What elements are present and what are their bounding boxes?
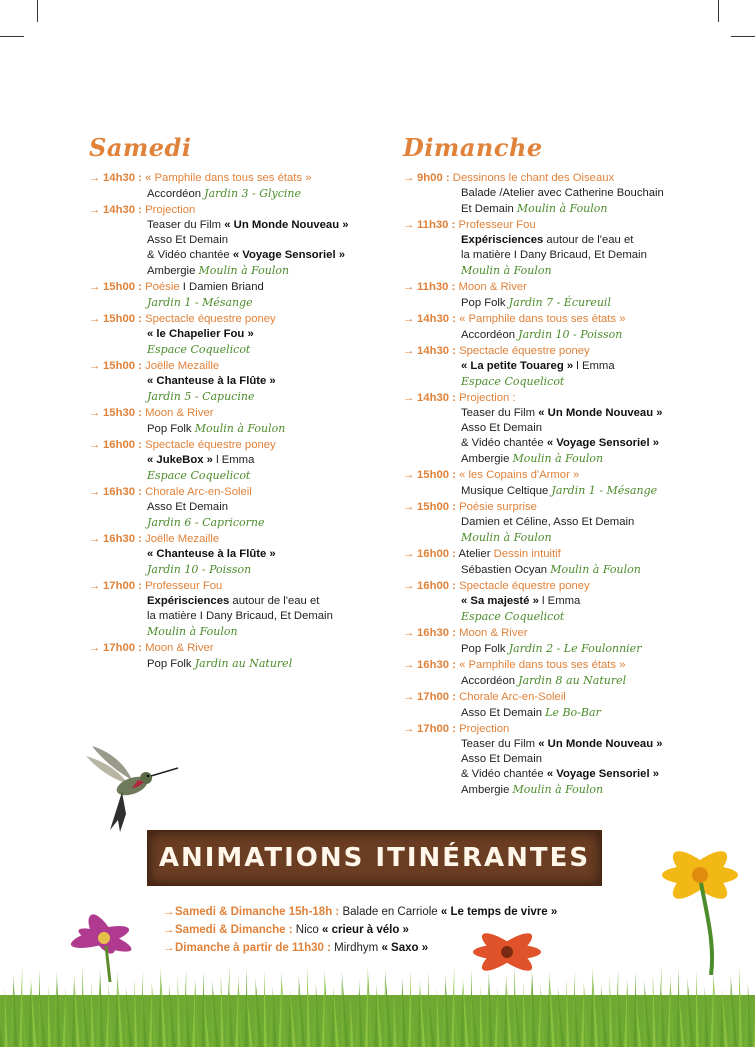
entry-detail-line xyxy=(89,233,389,248)
entry-text: Asso Et Demain xyxy=(461,707,546,719)
entry-detail-line xyxy=(89,656,389,672)
schedule-entry xyxy=(89,359,389,405)
entry-text: Pop Folk xyxy=(461,643,509,655)
entry-header xyxy=(403,500,733,515)
schedule-entry xyxy=(403,391,733,467)
entry-detail-line xyxy=(403,327,733,343)
animation-text: Nico xyxy=(292,924,322,936)
arrow-icon: → xyxy=(89,281,101,293)
schedule-entry xyxy=(89,280,389,311)
entry-time: 16h30 : xyxy=(103,486,142,498)
hummingbird-illustration xyxy=(82,742,186,838)
dimanche-title: Dimanche xyxy=(403,133,543,162)
entry-time: 14h30 : xyxy=(417,345,456,357)
entry-header xyxy=(403,171,733,186)
entry-title: Moon & River xyxy=(455,627,528,639)
entry-detail-line xyxy=(403,359,733,374)
entry-location: Moulin à Foulon xyxy=(461,531,552,544)
entry-header xyxy=(403,344,733,359)
entry-title: Moon & River xyxy=(455,281,527,293)
entry-highlight: « Un Monde Nouveau » xyxy=(224,219,349,231)
entry-time: 9h00 : xyxy=(417,172,450,184)
arrow-icon: → xyxy=(403,345,415,357)
arrow-icon: → xyxy=(403,469,415,481)
schedule-entry xyxy=(89,532,389,578)
animation-title: « Saxo » xyxy=(381,942,429,954)
entry-detail-line xyxy=(403,186,733,201)
entry-title: Projection xyxy=(141,204,196,216)
animations-banner xyxy=(147,830,602,886)
entry-location: Jardin 10 - Poisson xyxy=(147,563,252,576)
schedule-entry xyxy=(403,658,733,689)
entry-location: Jardin 7 - Écureuil xyxy=(508,296,611,309)
entry-text: & Vidéo chantée xyxy=(147,249,233,261)
entry-text: Accordéon xyxy=(147,188,205,200)
entry-detail-line xyxy=(89,421,389,437)
arrow-icon: → xyxy=(403,172,415,184)
entry-header xyxy=(89,579,389,594)
entry-header xyxy=(89,641,389,656)
entry-title: Projection xyxy=(455,723,510,735)
entry-title: Moon & River xyxy=(141,407,214,419)
schedule-entry xyxy=(403,280,733,311)
entry-detail-line xyxy=(89,515,389,531)
entry-location: Jardin 1 - Mésange xyxy=(147,296,253,309)
samedi-column xyxy=(89,133,389,673)
schedule-entry xyxy=(403,579,733,625)
entry-detail-line xyxy=(89,624,389,640)
entry-text: Teaser du Film xyxy=(461,407,539,419)
entry-detail-line xyxy=(403,201,733,217)
schedule-entry xyxy=(403,171,733,217)
entry-location: Moulin à Foulon xyxy=(516,202,608,215)
crop-mark xyxy=(0,36,24,37)
entry-detail-line xyxy=(89,547,389,562)
schedule-entry xyxy=(89,438,389,484)
entry-header xyxy=(403,547,733,562)
schedule-entry xyxy=(403,312,733,343)
entry-text: Musique Celtique xyxy=(461,485,552,497)
animations-banner-title: ANIMATIONS ITINÉRANTES xyxy=(158,843,591,873)
entry-text: Ambergie xyxy=(147,265,199,277)
entry-text: Pop Folk xyxy=(147,658,195,670)
entry-highlight: « Voyage Sensoriel » xyxy=(232,249,346,261)
entry-title: Spectacle équestre poney xyxy=(455,345,590,357)
arrow-icon: → xyxy=(89,439,101,451)
entry-detail-line xyxy=(89,453,389,468)
arrow-icon: → xyxy=(89,313,101,325)
schedule-entry xyxy=(403,468,733,499)
entry-detail-line xyxy=(403,233,733,248)
entry-title: Joëlle Mezaille xyxy=(141,533,220,545)
entry-time: 17h00 : xyxy=(103,580,142,592)
entry-detail-line xyxy=(403,421,733,436)
entry-highlight: Expérisciences xyxy=(147,595,230,607)
entry-location: Jardin 2 - Le Foulonnier xyxy=(508,642,642,655)
entry-header xyxy=(403,218,733,233)
entry-location: Jardin 8 au Naturel xyxy=(518,674,627,687)
arrow-icon: → xyxy=(403,659,415,671)
entry-detail-line xyxy=(89,327,389,342)
entry-time: 17h00 : xyxy=(417,723,456,735)
entry-detail-line xyxy=(89,389,389,405)
samedi-title: Samedi xyxy=(89,133,192,162)
arrow-icon: → xyxy=(403,691,415,703)
entry-detail-line xyxy=(403,451,733,467)
entry-text: Pop Folk xyxy=(461,297,509,309)
entry-highlight: « le Chapelier Fou » xyxy=(147,328,254,340)
entry-time: 16h30 : xyxy=(103,533,142,545)
entry-title: Projection : xyxy=(455,392,516,404)
entry-text: Balade /Atelier avec Catherine Bouchain xyxy=(461,187,664,199)
entry-location: Moulin à Foulon xyxy=(147,625,238,638)
entry-location: Moulin à Foulon xyxy=(550,563,641,576)
schedule-entry xyxy=(403,722,733,798)
animation-item: →Samedi & Dimanche 15h-18h : Balade en Carriole « Le temps de vivre » xyxy=(163,906,558,918)
arrow-icon: → xyxy=(89,580,101,592)
entry-location: Moulin à Foulon xyxy=(198,264,290,277)
entry-detail-line xyxy=(403,436,733,451)
entry-text: Asso Et Demain xyxy=(147,234,228,246)
entry-time: 17h00 : xyxy=(417,691,456,703)
schedule-entry xyxy=(403,218,733,279)
entry-location: Espace Coquelicot xyxy=(461,375,565,388)
schedule-entry xyxy=(403,344,733,390)
arrow-icon: → xyxy=(89,172,101,184)
entry-title: « Pamphile dans tous ses états » xyxy=(455,659,626,671)
entry-time: 14h30 : xyxy=(103,172,142,184)
entry-title: Spectacle équestre poney xyxy=(455,580,590,592)
entry-header xyxy=(89,280,389,295)
entry-header xyxy=(403,391,733,406)
entry-title: Professeur Fou xyxy=(141,580,223,592)
entry-detail-line xyxy=(89,500,389,515)
entry-text: Teaser du Film xyxy=(147,219,225,231)
entry-detail-line xyxy=(403,248,733,263)
schedule-entry xyxy=(403,500,733,546)
entry-text: Ambergie xyxy=(461,784,513,796)
schedule-entry xyxy=(403,626,733,657)
entry-title: Professeur Fou xyxy=(455,219,536,231)
entry-text: Et Demain xyxy=(461,203,517,215)
entry-title: Poésie xyxy=(141,281,183,293)
entry-location: Moulin à Foulon xyxy=(194,422,286,435)
schedule-entry xyxy=(89,406,389,437)
entry-header xyxy=(89,359,389,374)
entry-text: la matière I Dany Bricaud, Et Demain xyxy=(461,249,647,261)
entry-location: Jardin 10 - Poisson xyxy=(518,328,623,341)
entry-header xyxy=(403,312,733,327)
entry-time: 15h00 : xyxy=(417,469,456,481)
animation-title: « Le temps de vivre » xyxy=(440,906,558,918)
entry-detail-line xyxy=(403,752,733,767)
entry-highlight: « Voyage Sensoriel » xyxy=(546,768,660,780)
entry-performer: Atelier xyxy=(458,548,494,560)
schedule-entry xyxy=(403,547,733,578)
entry-detail-line xyxy=(89,594,389,609)
entry-text: Sébastien Ocyan xyxy=(461,564,551,576)
arrow-icon: → xyxy=(89,486,101,498)
entry-time: 16h30 : xyxy=(417,627,456,639)
entry-detail-line xyxy=(403,562,733,578)
schedule-entry xyxy=(89,485,389,531)
entry-detail-line xyxy=(403,295,733,311)
entry-title: Spectacle équestre poney xyxy=(141,439,276,451)
entry-header xyxy=(403,579,733,594)
schedule-entry xyxy=(89,312,389,358)
entry-time: 15h00 : xyxy=(103,281,142,293)
arrow-icon: → xyxy=(89,533,101,545)
entry-detail-line xyxy=(403,374,733,390)
entry-highlight: « Un Monde Nouveau » xyxy=(538,407,663,419)
entry-performer: I Damien Briand xyxy=(182,281,264,293)
entry-location: Espace Coquelicot xyxy=(147,469,251,482)
entry-text: l Emma xyxy=(538,595,581,607)
animation-time: Dimanche à partir de 11h30 : xyxy=(175,942,331,954)
entry-detail-line xyxy=(403,515,733,530)
entry-header xyxy=(89,203,389,218)
entry-highlight: Expérisciences xyxy=(461,234,544,246)
entry-location: Espace Coquelicot xyxy=(147,343,251,356)
entry-text: Pop Folk xyxy=(147,423,195,435)
entry-detail-line xyxy=(403,530,733,546)
entry-header xyxy=(403,690,733,705)
entry-time: 15h00 : xyxy=(103,360,142,372)
animation-time: Samedi & Dimanche : xyxy=(175,924,293,936)
entry-detail-line xyxy=(89,468,389,484)
entry-title: « les Copains d'Armor » xyxy=(455,469,580,481)
entry-detail-line xyxy=(403,767,733,782)
entry-time: 15h00 : xyxy=(103,313,142,325)
entry-text: Ambergie xyxy=(461,453,513,465)
entry-highlight: « JukeBox » xyxy=(147,454,213,466)
entry-time: 17h00 : xyxy=(103,642,142,654)
entry-text: Accordéon xyxy=(461,675,519,687)
entry-time: 14h30 : xyxy=(417,392,456,404)
entry-time: 15h00 : xyxy=(417,501,456,513)
entry-header xyxy=(89,532,389,547)
entry-time: 11h30 : xyxy=(417,281,456,293)
grass-decoration xyxy=(0,955,755,1047)
entry-title: Chorale Arc-en-Soleil xyxy=(141,486,252,498)
entry-location: Moulin à Foulon xyxy=(461,264,552,277)
schedule-entry xyxy=(89,203,389,279)
arrow-icon: → xyxy=(403,219,415,231)
entry-time: 14h30 : xyxy=(103,204,142,216)
entry-time: 16h00 : xyxy=(417,548,456,560)
entry-header xyxy=(403,626,733,641)
entry-title: Dessinons le chant des Oiseaux xyxy=(449,172,615,184)
entry-detail-line xyxy=(403,673,733,689)
arrow-icon: → xyxy=(89,360,101,372)
entry-text: Asso Et Demain xyxy=(147,501,228,513)
entry-detail-line xyxy=(403,609,733,625)
entry-time: 16h00 : xyxy=(417,580,456,592)
entry-header xyxy=(89,171,389,186)
entry-text: Asso Et Demain xyxy=(461,753,542,765)
entry-detail-line xyxy=(89,248,389,263)
entry-text: Teaser du Film xyxy=(461,738,539,750)
entry-subtitle: Dessin intuitif xyxy=(493,548,561,560)
entry-time: 14h30 : xyxy=(417,313,456,325)
arrow-icon: → xyxy=(403,313,415,325)
animation-item: →Dimanche à partir de 11h30 : Mirdhym « Saxo » xyxy=(163,942,429,954)
entry-header xyxy=(403,658,733,673)
entry-detail-line xyxy=(403,594,733,609)
entry-header xyxy=(403,468,733,483)
entry-header xyxy=(89,406,389,421)
entry-detail-line xyxy=(89,218,389,233)
entry-location: Moulin à Foulon xyxy=(512,783,604,796)
entry-detail-line xyxy=(89,263,389,279)
entry-location: Jardin au Naturel xyxy=(194,657,293,670)
dimanche-column xyxy=(403,133,733,799)
entry-header xyxy=(403,280,733,295)
entry-highlight: « Sa majesté » xyxy=(461,595,539,607)
entry-detail-line xyxy=(89,374,389,389)
crop-mark xyxy=(731,36,755,37)
entry-title: « Pamphile dans tous ses états » xyxy=(455,313,626,325)
crop-mark xyxy=(718,0,719,22)
entry-time: 15h30 : xyxy=(103,407,142,419)
entry-highlight: « Un Monde Nouveau » xyxy=(538,738,663,750)
entry-detail-line xyxy=(403,705,733,721)
arrow-icon: → xyxy=(403,392,415,404)
animation-title: « crieur à vélo » xyxy=(322,924,409,936)
arrow-icon: → xyxy=(89,642,101,654)
entry-title: Chorale Arc-en-Soleil xyxy=(455,691,566,703)
entry-header xyxy=(89,438,389,453)
entry-text: la matière I Dany Bricaud, Et Demain xyxy=(147,610,333,622)
entry-detail-line xyxy=(403,406,733,421)
entry-title: Joëlle Mezaille xyxy=(141,360,220,372)
entry-detail-line xyxy=(89,342,389,358)
entry-highlight: « Voyage Sensoriel » xyxy=(546,437,660,449)
entry-header xyxy=(403,722,733,737)
entry-location: Espace Coquelicot xyxy=(461,610,565,623)
entry-detail-line xyxy=(403,737,733,752)
schedule-entry xyxy=(89,579,389,640)
entry-location: Jardin 3 - Glycine xyxy=(204,187,302,200)
schedule-entry xyxy=(403,690,733,721)
entry-time: 11h30 : xyxy=(417,219,456,231)
animation-text: Balade en Carriole xyxy=(339,906,441,918)
entry-location: Le Bo-Bar xyxy=(545,706,601,719)
entry-text: Accordéon xyxy=(461,329,519,341)
arrow-icon: → xyxy=(89,204,101,216)
entry-detail-line xyxy=(89,186,389,202)
entry-text: & Vidéo chantée xyxy=(461,437,547,449)
schedule-entry xyxy=(89,171,389,202)
entry-header xyxy=(89,312,389,327)
arrow-icon: → xyxy=(89,407,101,419)
dimanche-schedule xyxy=(403,171,733,798)
entry-title: « Pamphile dans tous ses états » xyxy=(141,172,312,184)
entry-highlight: « Chanteuse à la Flûte » xyxy=(147,548,276,560)
entry-detail-line xyxy=(403,483,733,499)
entry-detail-line xyxy=(403,782,733,798)
arrow-icon: → xyxy=(403,627,415,639)
entry-text: Asso Et Demain xyxy=(461,422,542,434)
entry-title: Moon & River xyxy=(141,642,214,654)
arrow-icon: → xyxy=(403,580,415,592)
arrow-icon: → xyxy=(403,723,415,735)
arrow-icon: → xyxy=(403,548,415,560)
entry-title: Spectacle équestre poney xyxy=(141,313,276,325)
entry-detail-line xyxy=(403,641,733,657)
entry-detail-line xyxy=(403,263,733,279)
crop-mark xyxy=(37,0,38,22)
entry-text: l Emma xyxy=(212,454,255,466)
entry-detail-line xyxy=(89,562,389,578)
animation-item: →Samedi & Dimanche : Nico « crieur à vélo » xyxy=(163,924,409,936)
entry-detail-line xyxy=(89,295,389,311)
entry-detail-line xyxy=(89,609,389,624)
entry-highlight: « Chanteuse à la Flûte » xyxy=(147,375,276,387)
entry-text: Damien et Céline, Asso Et Demain xyxy=(461,516,635,528)
entry-text: & Vidéo chantée xyxy=(461,768,547,780)
schedule-entry xyxy=(89,641,389,672)
entry-text: l Emma xyxy=(573,360,615,372)
entry-highlight: « La petite Touareg » xyxy=(461,360,574,372)
entry-location: Jardin 1 - Mésange xyxy=(551,484,658,497)
samedi-schedule xyxy=(89,171,389,672)
entry-location: Moulin à Foulon xyxy=(512,452,604,465)
entry-title: Poésie surprise xyxy=(455,501,537,513)
arrow-icon: → xyxy=(403,501,415,513)
entry-time: 16h30 : xyxy=(417,659,456,671)
animation-time: Samedi & Dimanche 15h-18h : xyxy=(175,906,340,918)
animation-text: Mirdhym xyxy=(330,942,382,954)
arrow-icon: → xyxy=(403,281,415,293)
entry-text: autour de l'eau et xyxy=(229,595,320,607)
entry-text: autour de l'eau et xyxy=(543,234,634,246)
entry-location: Jardin 5 - Capucine xyxy=(147,390,255,403)
entry-location: Jardin 6 - Capricorne xyxy=(147,516,265,529)
entry-time: 16h00 : xyxy=(103,439,142,451)
entry-header xyxy=(89,485,389,500)
